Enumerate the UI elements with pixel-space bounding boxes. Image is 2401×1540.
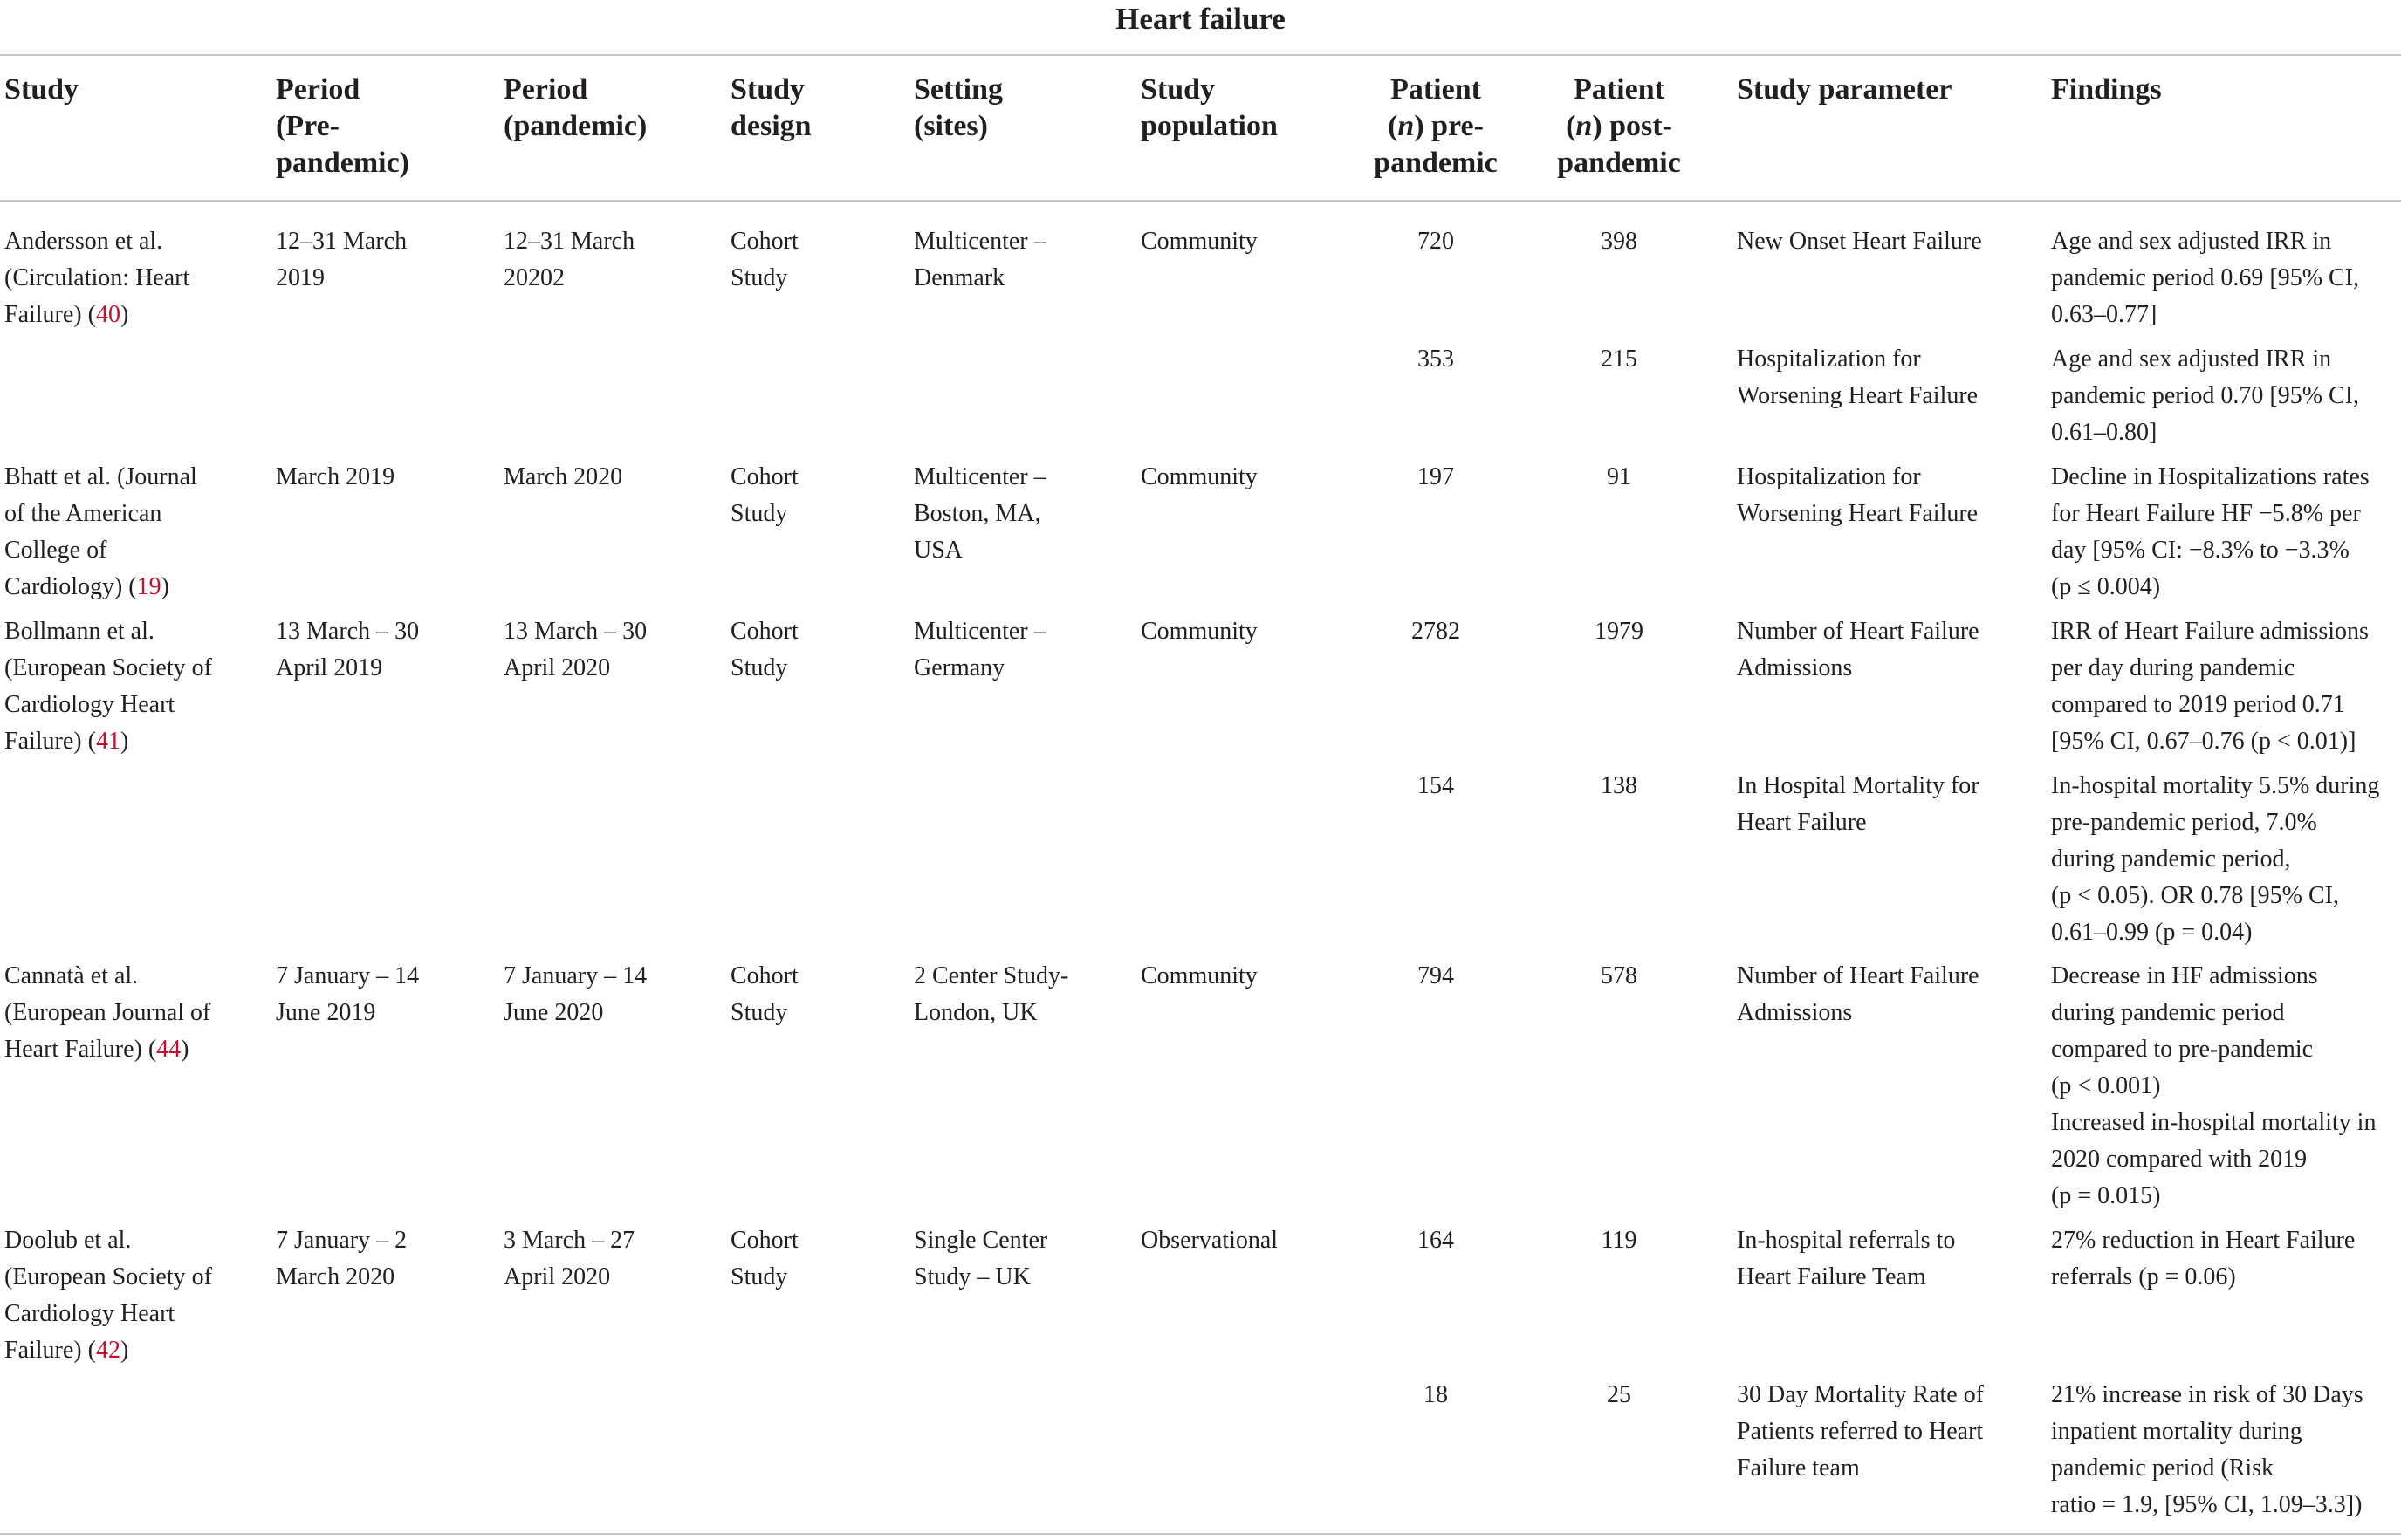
- patients-post-cell: 1979: [1595, 618, 1643, 645]
- parameter-cell: Hospitalization for Worsening Heart Failure: [1737, 346, 1979, 409]
- header-study-design: Study design: [731, 73, 812, 142]
- study-design-cell: Cohort Study: [731, 618, 799, 681]
- findings-cell: Age and sex adjusted IRR in pandemic period 0.69 [95% CI, 0.63–0.77]: [2051, 228, 2360, 328]
- parameter-cell: In-hospital referrals to Heart Failure Team: [1737, 1227, 1956, 1290]
- patients-pre-cell: 353: [1417, 346, 1454, 373]
- period-pandemic-cell: 13 March – 30 April 2020: [504, 618, 648, 681]
- header-findings: Findings: [2051, 73, 2162, 106]
- parameter-cell: 30 Day Mortality Rate of Patients referred to Heart Failure team: [1737, 1381, 1985, 1482]
- setting-cell: 2 Center Study- London, UK: [914, 962, 1069, 1026]
- findings-cell: Decrease in HF admissions during pandemic period compared to pre-pandemic (p < 0.001) Increased in-hospital mortality in 2020 compared with 2019 (p = 0.015): [2051, 962, 2377, 1209]
- patients-post-cell: 138: [1601, 772, 1637, 799]
- period-pre-cell: 7 January – 2 March 2020: [276, 1227, 408, 1290]
- patients-post-cell: 91: [1607, 463, 1631, 490]
- top-rule: [0, 54, 2401, 56]
- period-pre-cell: March 2019: [276, 463, 395, 490]
- reference-link[interactable]: 19: [136, 573, 161, 600]
- patients-post-cell: 398: [1601, 228, 1637, 255]
- bottom-rule: [0, 1533, 2401, 1535]
- population-cell: Community: [1141, 463, 1258, 490]
- patients-post-cell: 119: [1601, 1227, 1637, 1254]
- reference-link[interactable]: 44: [156, 1036, 182, 1063]
- reference-link[interactable]: 42: [95, 1337, 120, 1364]
- patients-pre-cell: 720: [1417, 228, 1454, 255]
- findings-cell: Decline in Hospitalizations rates for Heart Failure HF −5.8% per day [95% CI: −8.3% to −3.3% (p ≤ 0.004): [2051, 463, 2370, 600]
- population-cell: Observational: [1141, 1227, 1279, 1254]
- patients-pre-cell: 18: [1423, 1381, 1448, 1408]
- period-pre-cell: 12–31 March 2019: [276, 228, 408, 291]
- parameter-cell: In Hospital Mortality for Heart Failure: [1737, 772, 1979, 836]
- findings-cell: Age and sex adjusted IRR in pandemic period 0.70 [95% CI, 0.61–0.80]: [2051, 346, 2360, 446]
- header-period-pre: Period (Pre- pandemic): [276, 73, 409, 179]
- patients-post-cell: 578: [1601, 962, 1637, 989]
- reference-link[interactable]: 40: [95, 301, 120, 328]
- patients-pre-cell: 164: [1417, 1227, 1454, 1254]
- study-cell: Bollmann et al. (European Society of Cardiology Heart Failure) (41): [4, 618, 212, 755]
- period-pandemic-cell: 7 January – 14 June 2020: [504, 962, 648, 1026]
- study-design-cell: Cohort Study: [731, 962, 799, 1026]
- study-design-cell: Cohort Study: [731, 228, 799, 291]
- study-design-cell: Cohort Study: [731, 463, 799, 527]
- header-patients-pre: Patient (n) pre- pandemic: [1374, 73, 1498, 179]
- table-caption: Heart failure: [1115, 2, 1286, 36]
- setting-cell: Multicenter – Boston, MA, USA: [914, 463, 1046, 564]
- patients-pre-cell: 197: [1417, 463, 1454, 490]
- header-patients-post: Patient (n) post- pandemic: [1557, 73, 1681, 179]
- patients-post-cell: 215: [1601, 346, 1637, 373]
- header-rule: [0, 200, 2401, 202]
- patients-post-cell: 25: [1607, 1381, 1631, 1408]
- patients-pre-cell: 154: [1417, 772, 1454, 799]
- patients-pre-cell: 2782: [1411, 618, 1460, 645]
- header-study-parameter: Study parameter: [1737, 73, 1952, 106]
- population-cell: Community: [1141, 618, 1258, 645]
- header-setting: Setting (sites): [914, 73, 1003, 142]
- header-period-pandemic: Period (pandemic): [504, 73, 648, 142]
- header-study: Study: [4, 73, 79, 106]
- study-cell: Cannatà et al. (European Journal of Heart Failure) (44): [4, 962, 211, 1063]
- header-study-population: Study population: [1141, 73, 1278, 142]
- population-cell: Community: [1141, 228, 1258, 255]
- study-cell: Andersson et al. (Circulation: Heart Failure) (40): [4, 228, 190, 328]
- study-cell: Doolub et al. (European Society of Cardiology Heart Failure) (42): [4, 1227, 212, 1364]
- setting-cell: Single Center Study – UK: [914, 1227, 1048, 1290]
- period-pandemic-cell: March 2020: [504, 463, 623, 490]
- population-cell: Community: [1141, 962, 1258, 989]
- reference-link[interactable]: 41: [95, 728, 120, 755]
- period-pre-cell: 7 January – 14 June 2019: [276, 962, 420, 1026]
- setting-cell: Multicenter – Denmark: [914, 228, 1046, 291]
- period-pandemic-cell: 3 March – 27 April 2020: [504, 1227, 635, 1290]
- period-pre-cell: 13 March – 30 April 2019: [276, 618, 420, 681]
- patients-pre-cell: 794: [1417, 962, 1454, 989]
- parameter-cell: Number of Heart Failure Admissions: [1737, 962, 1979, 1026]
- parameter-cell: Hospitalization for Worsening Heart Failure: [1737, 463, 1979, 527]
- findings-cell: In-hospital mortality 5.5% during pre-pandemic period, 7.0% during pandemic period, (p < 0.05). OR 0.78 [95% CI, 0.61–0.99 (p = 0.04): [2051, 772, 2380, 946]
- study-design-cell: Cohort Study: [731, 1227, 799, 1290]
- study-cell: Bhatt et al. (Journal of the American College of Cardiology) (19): [4, 463, 197, 600]
- setting-cell: Multicenter – Germany: [914, 618, 1046, 681]
- findings-cell: 27% reduction in Heart Failure referrals (p = 0.06): [2051, 1227, 2356, 1290]
- period-pandemic-cell: 12–31 March 20202: [504, 228, 635, 291]
- parameter-cell: New Onset Heart Failure: [1737, 228, 1982, 255]
- findings-cell: 21% increase in risk of 30 Days inpatient mortality during pandemic period (Risk ratio = 1.9, [95% CI, 1.09–3.3]): [2051, 1381, 2363, 1518]
- findings-cell: IRR of Heart Failure admissions per day during pandemic compared to 2019 period 0.71 [95% CI, 0.67–0.76 (p < 0.01)]: [2051, 618, 2369, 755]
- parameter-cell: Number of Heart Failure Admissions: [1737, 618, 1979, 681]
